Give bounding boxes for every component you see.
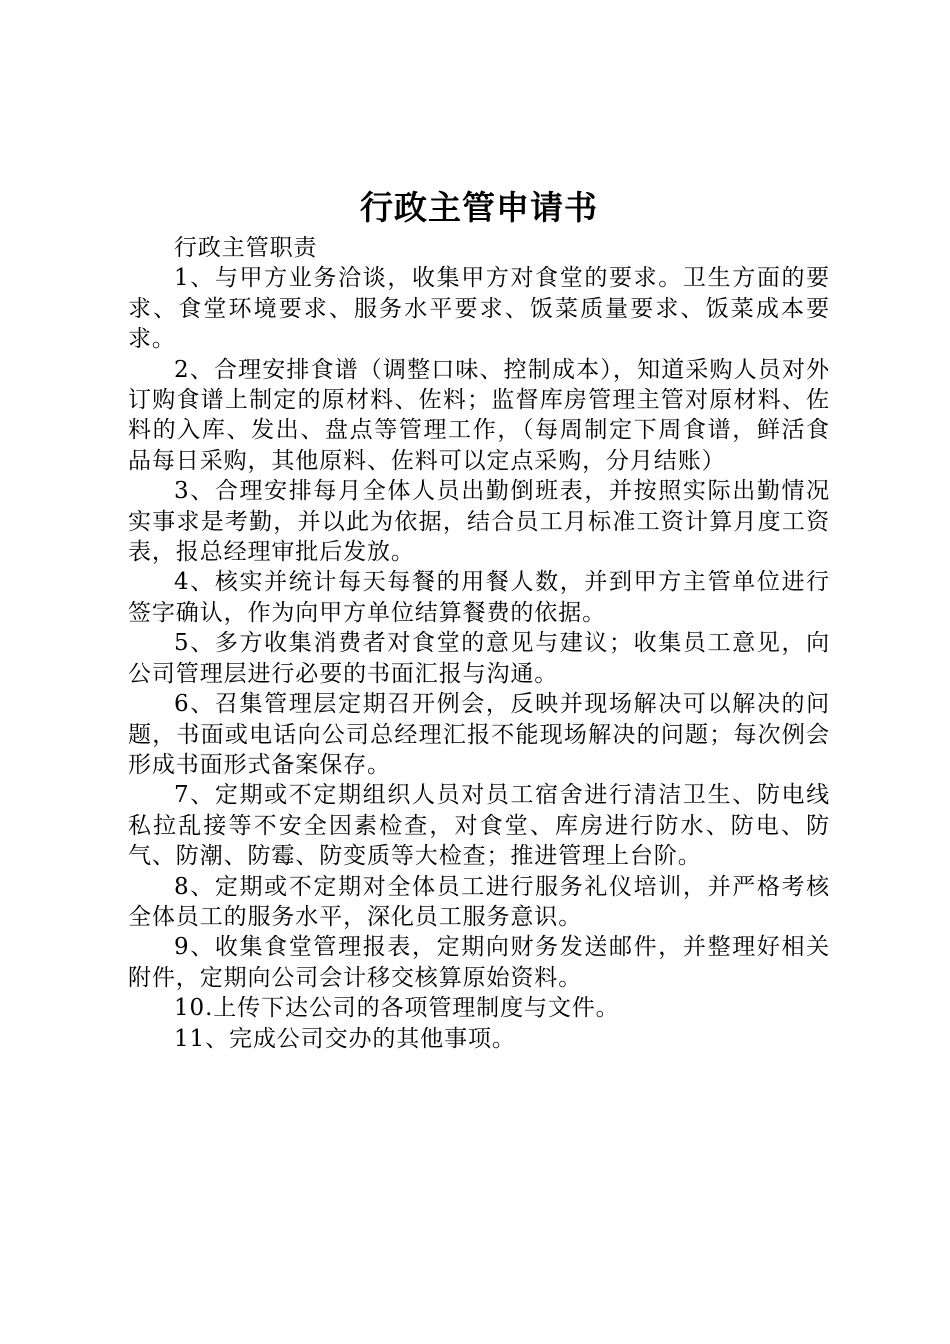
duty-item-1: 1、与甲方业务洽谈，收集甲方对食堂的要求。卫生方面的要求、食堂环境要求、服务水平要求、饭菜质量要求、饭菜成本要求。 [128,265,830,353]
document-page [128,185,830,1054]
duty-item-9: 9、收集食堂管理报表，定期向财务发送邮件，并整理好相关附件，定期向公司会计移交核算原始资料。 [128,934,830,991]
duty-item-8: 8、定期或不定期对全体员工进行服务礼仪培训，并严格考核全体员工的服务水平，深化员工服务意识。 [128,873,830,930]
duty-item-10: 10.上传下达公司的各项管理制度与文件。 [174,995,620,1022]
duty-item-4: 4、核实并统计每天每餐的用餐人数，并到甲方主管单位进行签字确认，作为向甲方单位结算餐费的依据。 [128,569,830,626]
document-title: 行政主管申请书 [360,188,598,227]
duty-item-7: 7、定期或不定期组织人员对员工宿舍进行清洁卫生、防电线私拉乱接等不安全因素检查，对食堂、库房进行防水、防电、防气、防潮、防霉、防变质等大检查；推进管理上台阶。 [128,782,830,870]
duty-item-6: 6、召集管理层定期召开例会，反映并现场解决可以解决的问题，书面或电话向公司总经理汇报不能现场解决的问题；每次例会形成书面形式备案保存。 [128,691,830,778]
duty-item-5: 5、多方收集消费者对食堂的意见与建议；收集员工意见，向公司管理层进行必要的书面汇报与沟通。 [128,630,830,687]
duty-item-11: 11、完成公司交办的其他事项。 [174,1025,516,1052]
duty-item-3: 3、合理安排每月全体人员出勤倒班表，并按照实际出勤情况实事求是考勤，并以此为依据，结合员工月标准工资计算月度工资表，报总经理审批后发放。 [128,478,830,566]
duty-item-2: 2、合理安排食谱（调整口味、控制成本），知道采购人员对外订购食谱上制定的原材料、佐料；监督库房管理主管对原材料、佐料的入库、发出、盘点等管理工作，（每周制定下周食谱，鲜活食品每日采购，其他原料、佐料可以定点采购，分月结账） [128,356,830,474]
section-heading: 行政主管职责 [174,235,318,261]
